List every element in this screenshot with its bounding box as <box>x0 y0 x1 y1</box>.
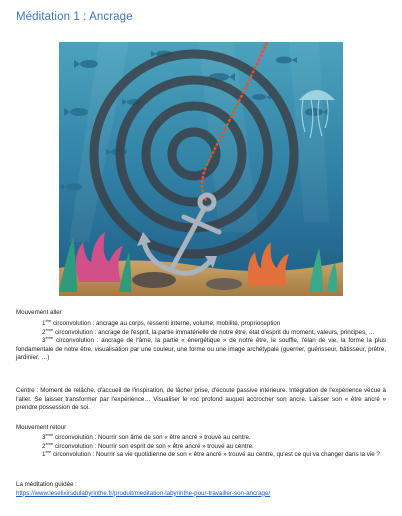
list-item: 3ème circonvolution : Nourrir son âme de son « être ancré » trouvé au centre. <box>42 431 251 441</box>
list-item: 3ème circonvolution : ancrage de l'âme, la partie « énergétique » de notre être, le souffle, l'élan de vie, la forme la plus fondamentale de notre être, visualisation par une couleur, une forme ou une image archétypale (guerrier, guérisseur, bâtisseur, prêtre, jardinier, …) <box>16 335 386 362</box>
list-item: 1ère circonvolution : ancrage au corps, ressenti interne, volume, mobilité, proprioception <box>42 317 281 327</box>
section-heading-aller: Mouvement aller <box>16 309 62 316</box>
centre-paragraph: Centre : Moment de relâche, d'accueil de l'inspiration, de lâcher prise, d'écoute passive intérieure. Intégration de l'expérience vécue à l'aller. Se laisser transformer par l'expérience… Visualiser le roc profond auquel accrocher son ancre. Laisser son « être ancré » prendre possession de soi. <box>16 387 386 412</box>
list-item: 2ème circonvolution : ancrage de l'esprit, la partie immatérielle de notre être, état d'esprit du moment, valeurs, principes, … <box>42 326 375 336</box>
guided-meditation-link[interactable]: https://www.leselixirsdulabyrinthe.fr/produit/meditation-labyrinthe-pour-travailler-son-ancrage/ <box>16 489 271 497</box>
list-item: 1ère circonvolution : Nourrir sa vie quotidienne de son « être ancré » trouvé au centre, qu'est ce qui va changer dans la vie ? <box>42 449 380 459</box>
section-heading-retour: Mouvement retour <box>16 424 67 431</box>
page-title: Méditation 1 : Ancrage <box>16 11 133 23</box>
aller-list <box>16 317 386 363</box>
guided-heading: La méditation guidée : <box>16 481 77 488</box>
guided-meditation-section <box>16 481 386 498</box>
retour-list <box>16 431 386 460</box>
list-item: 2ème circonvolution : Nourrir son esprit de son « être ancré » trouvé au centre. <box>42 440 254 450</box>
underwater-anchor-labyrinth-image <box>59 42 343 296</box>
